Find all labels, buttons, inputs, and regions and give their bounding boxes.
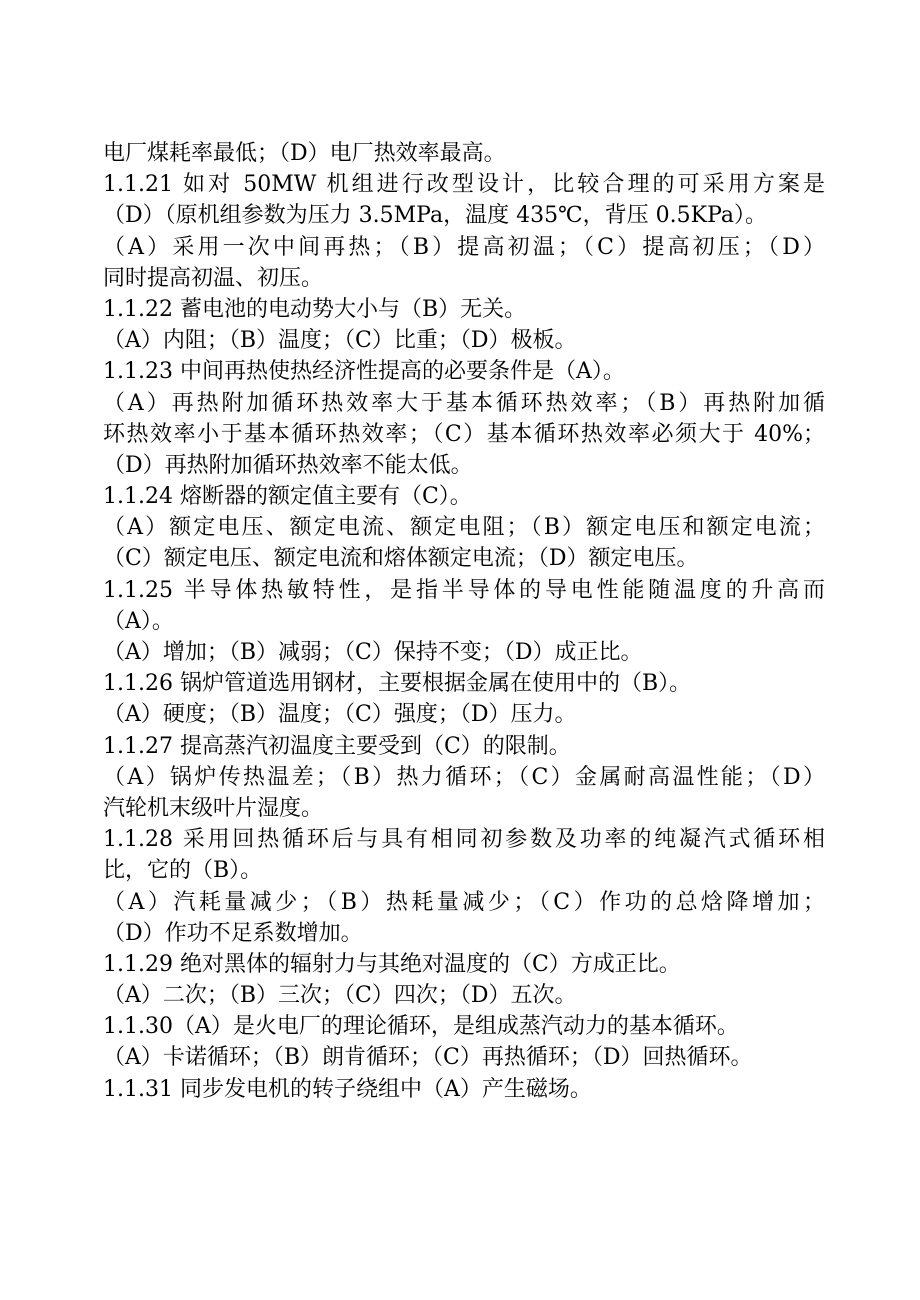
text-line: （A）硬度；（B）温度；（C）强度；（D）压力。 (103, 702, 577, 728)
text-line: 1.1.27 提高蒸汽初温度主要受到（C）的限制。 (103, 733, 571, 759)
text-line: 1.1.23 中间再热使热经济性提高的必要条件是（A）。 (103, 359, 625, 385)
text-line: （A）再热附加循环热效率大于基本循环热效率；（B）再热附加循 (103, 390, 825, 416)
text-line: 1.1.22 蓄电池的电动势大小与（B）无关。 (103, 296, 527, 322)
text-line: 1.1.26 锅炉管道选用钢材，主要根据金属在使用中的（B）。 (103, 671, 692, 697)
text-line: （A）增加；（B）减弱；（C）保持不变；（D）成正比。 (103, 640, 643, 665)
text-line: （A）卡诺循环；（B）朗肯循环；（C）再热循环；（D）回热循环。 (103, 1045, 753, 1071)
text-line: （A）锅炉传热温差；（B）热力循环；（C）金属耐高温性能；（D） (103, 764, 825, 790)
text-line: （D）作功不足系数增加。 (103, 920, 363, 946)
text-line: （A）。 (103, 608, 174, 634)
text-line: 1.1.30（A）是火电厂的理论循环，是组成蒸汽动力的基本循环。 (103, 1014, 739, 1040)
text-line: 1.1.28 采用回热循环后与具有相同初参数及功率的纯凝汽式循环相 (103, 827, 825, 853)
text-line: 1.1.29 绝对黑体的辐射力与其绝对温度的（C）方成正比。 (103, 951, 681, 977)
question-text-block (103, 138, 825, 1105)
text-line: 同时提高初温、初压。 (103, 265, 324, 291)
text-line: 环热效率小于基本循环热效率；（C）基本循环热效率必须大于 40%； (103, 421, 825, 447)
text-line: （C）额定电压、额定电流和熔体额定电流；（D）额定电压。 (103, 546, 699, 572)
text-line: （A）额定电压、额定电流、额定电阻；（B）额定电压和额定电流； (103, 515, 825, 541)
text-line: （A）采用一次中间再热；（B）提高初温；（C）提高初压；（D） (103, 234, 825, 260)
text-line: （D）再热附加循环热效率不能太低。 (103, 452, 473, 478)
text-line: 1.1.25 半导体热敏特性，是指半导体的导电性能随温度的升高而 (103, 577, 825, 603)
text-line: 汽轮机末级叶片湿度。 (103, 795, 324, 821)
text-line: 1.1.31 同步发电机的转子绕组中（A）产生磁场。 (103, 1076, 592, 1102)
text-line: 比，它的（B）。 (103, 858, 263, 884)
text-line: （D）（原机组参数为压力 3.5MPa，温度 435℃，背压 0.5KPa）。 (103, 203, 768, 229)
text-line: （A）汽耗量减少；（B）热耗量减少；（C）作功的总焓降增加； (103, 889, 825, 915)
text-line: （A）二次；（B）三次；（C）四次；（D）五次。 (103, 983, 577, 1009)
text-line: 1.1.21 如对 50MW 机组进行改型设计，比较合理的可采用方案是 (103, 172, 825, 198)
text-line: 1.1.24 熔断器的额定值主要有（C）。 (103, 484, 472, 510)
text-line: （A）内阻；（B）温度；（C）比重；（D）极板。 (103, 328, 577, 354)
text-line: 电厂煤耗率最低；（D）电厂热效率最高。 (103, 141, 506, 166)
